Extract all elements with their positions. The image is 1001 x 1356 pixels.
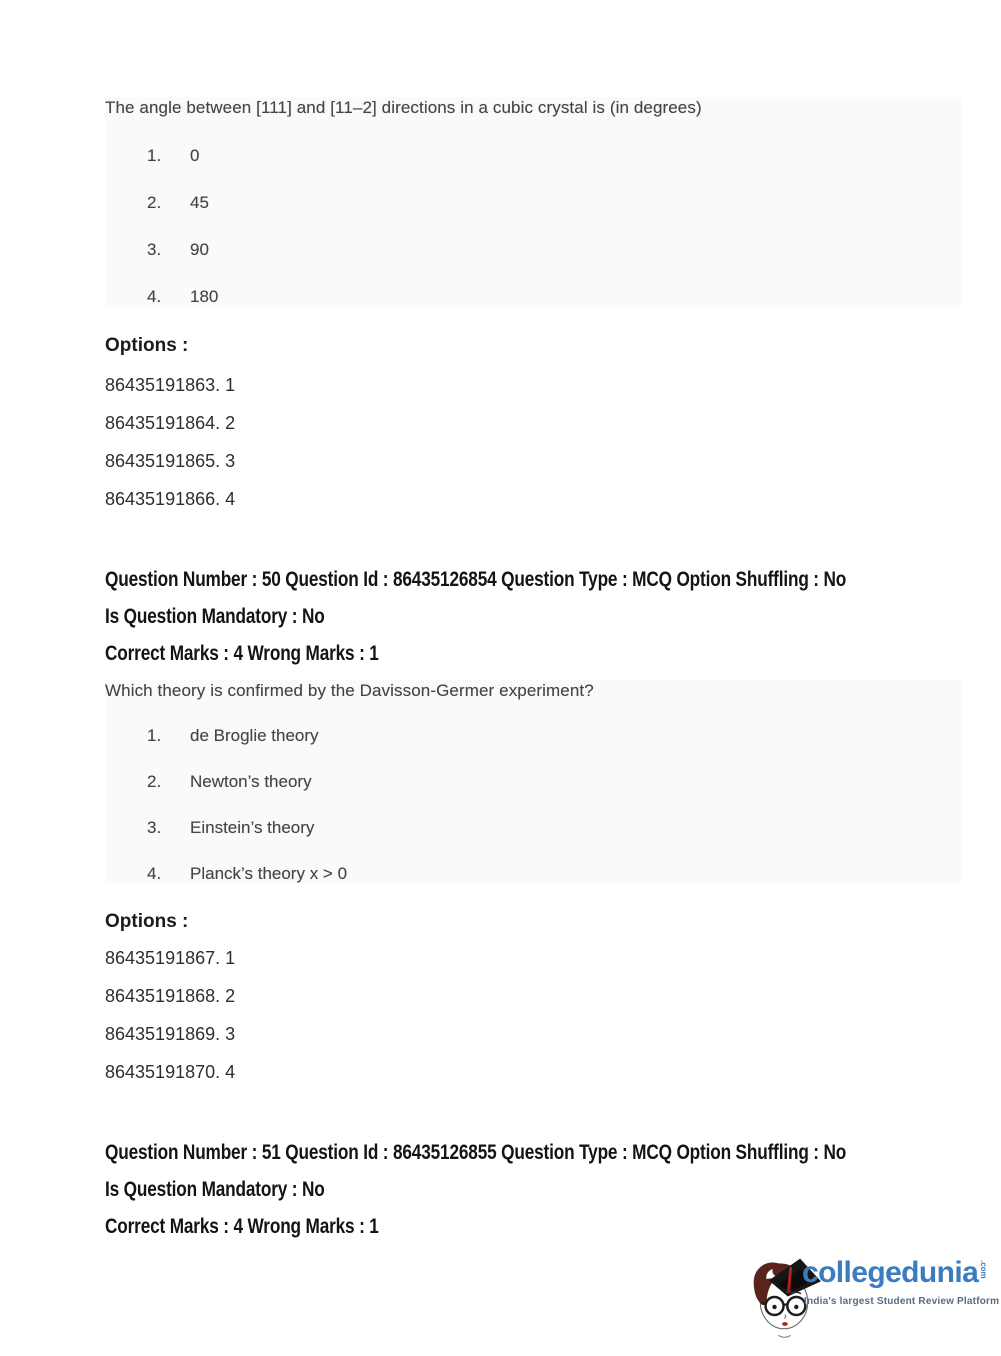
options-heading: Options : — [105, 911, 189, 932]
question-meta-text: Correct Marks : 4 Wrong Marks : 1 — [105, 1215, 379, 1238]
question-meta-text: Is Question Mandatory : No — [105, 1178, 325, 1201]
question-text: Which theory is confirmed by the Davisson-Germer experiment? — [105, 681, 594, 700]
choice-row — [105, 192, 961, 213]
option-id-line: 86435191864. 2 — [105, 413, 236, 433]
choice-number: 4. — [147, 287, 162, 306]
question-meta-text: Question Number : 51 Question Id : 86435126855 Question Type : MCQ Option Shuffling : No — [105, 1141, 847, 1164]
choice-row — [105, 145, 961, 166]
choice-number: 4. — [147, 864, 162, 883]
option-id-line: 86435191865. 3 — [105, 451, 236, 471]
question-meta-text: Correct Marks : 4 Wrong Marks : 1 — [105, 642, 379, 665]
choice-number: 1. — [147, 726, 162, 745]
choice-number: 3. — [147, 240, 162, 259]
choice-row — [105, 239, 961, 260]
option-id-line: 86435191870. 4 — [105, 1062, 236, 1082]
question-51-meta — [105, 1138, 961, 1243]
question-meta-line — [105, 639, 961, 670]
choice-row — [105, 817, 961, 838]
choice-text: Einstein’s theory — [190, 818, 315, 837]
brand-name: collegedunia — [802, 1256, 979, 1289]
choice-number: 2. — [147, 772, 162, 791]
question-50-image-block — [105, 680, 961, 884]
choice-text: de Broglie theory — [190, 726, 319, 745]
question-meta-line — [105, 1138, 961, 1169]
option-id-line: 86435191868. 2 — [105, 986, 236, 1006]
brand-line — [802, 1256, 988, 1290]
choice-text: 0 — [190, 146, 200, 165]
choice-text: Planck’s theory x > 0 — [190, 864, 348, 883]
question-meta-line — [105, 565, 961, 596]
question-text: The angle between [111] and [11–2] directions in a cubic crystal is (in degrees) — [105, 98, 702, 117]
choice-text: 180 — [190, 287, 219, 306]
question-49-image-block — [105, 97, 961, 307]
choice-text: 45 — [190, 193, 209, 212]
option-id-line: 86435191869. 3 — [105, 1024, 236, 1044]
question-meta-text: Question Number : 50 Question Id : 86435126854 Question Type : MCQ Option Shuffling : No — [105, 568, 847, 591]
option-id-line: 86435191863. 1 — [105, 375, 236, 395]
option-id-line: 86435191867. 1 — [105, 948, 236, 968]
brand-suffix: .com — [979, 1260, 989, 1279]
choice-number: 3. — [147, 818, 162, 837]
question-meta-line — [105, 602, 961, 633]
collegedunia-logo — [745, 1248, 1001, 1348]
options-heading: Options : — [105, 335, 189, 356]
choice-row — [105, 725, 961, 746]
question-49-section — [105, 97, 961, 510]
question-meta-line — [105, 1175, 961, 1206]
choice-row — [105, 286, 961, 307]
brand-tagline: India's largest Student Review Platform — [804, 1296, 1000, 1307]
question-50-section — [105, 565, 961, 1083]
choice-text: 90 — [190, 240, 209, 259]
choice-row — [105, 771, 961, 792]
question-51-section — [105, 1138, 961, 1243]
question-meta-text: Is Question Mandatory : No — [105, 605, 325, 628]
choice-row — [105, 863, 961, 884]
choice-text: Newton’s theory — [190, 772, 312, 791]
question-50-meta — [105, 565, 961, 670]
choice-number: 1. — [147, 146, 162, 165]
question-meta-line — [105, 1212, 961, 1243]
option-id-line: 86435191866. 4 — [105, 489, 236, 509]
choice-number: 2. — [147, 193, 162, 212]
